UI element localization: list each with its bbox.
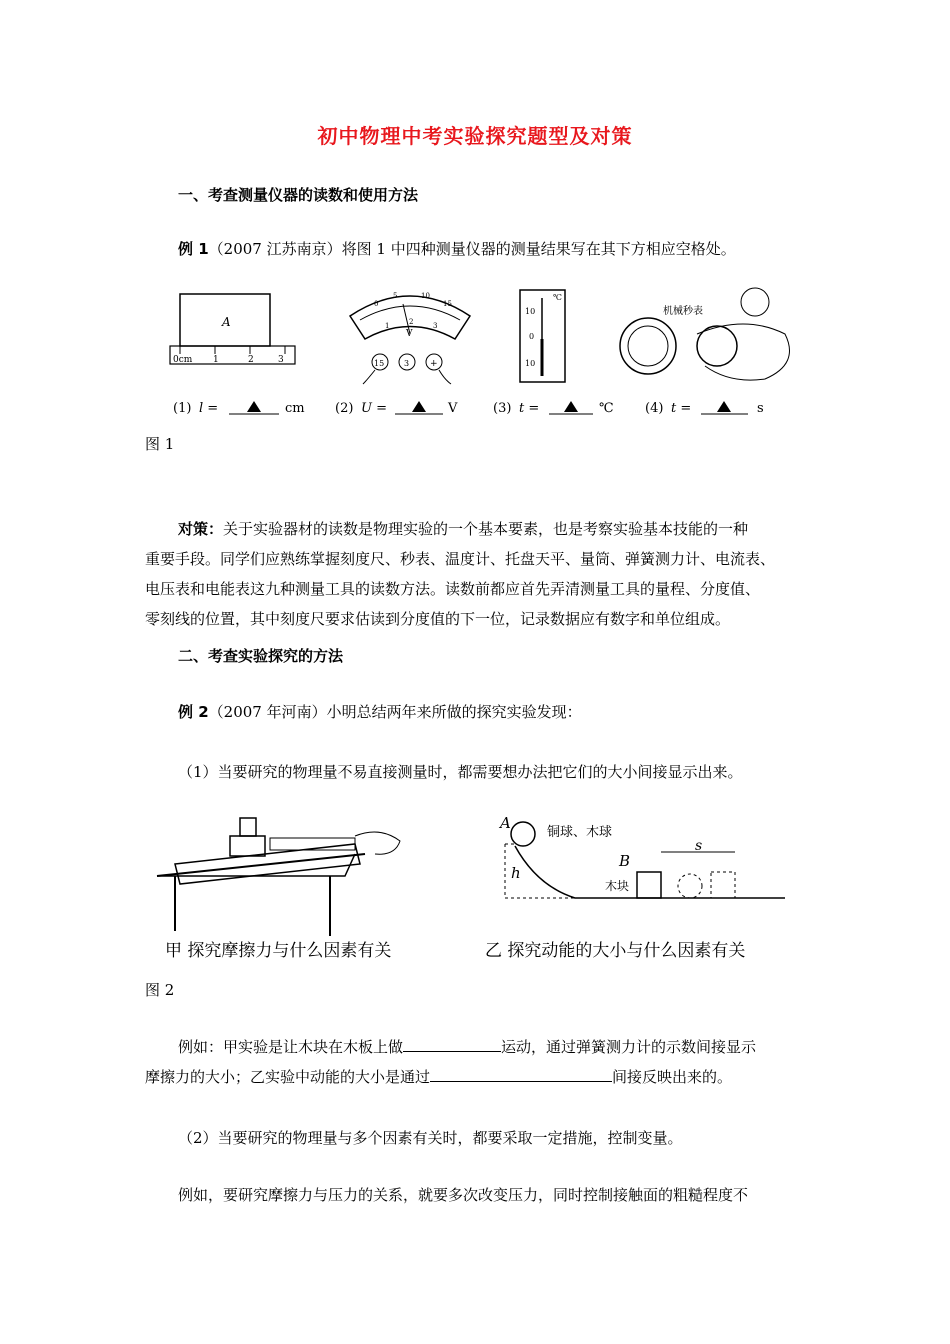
blank-kinetic-indicator[interactable] <box>430 1065 612 1082</box>
example2-text: （2007 年河南）小明总结两年来所做的探究实验发现： <box>208 703 582 721</box>
block-note: 木块 <box>605 879 630 893</box>
ruler-tick-1: 1 <box>213 355 219 365</box>
ball-note: 铜球、木球 <box>547 825 613 840</box>
ruler-tick-2: 2 <box>248 355 254 365</box>
strategy-label: 对策： <box>178 520 224 538</box>
figure1-answer-3 <box>493 401 614 416</box>
svg-text:℃: ℃ <box>599 401 614 416</box>
figure1 <box>145 284 805 420</box>
para-a-line1-pre: 例如：甲实验是让木块在木板上做 <box>178 1038 404 1056</box>
figure2-caption: 图 2 <box>145 981 175 999</box>
example2 <box>178 697 582 727</box>
para-a-line1-post: 运动，通过弹簧测力计的示数间接显示 <box>501 1038 757 1056</box>
figure1-answer-2 <box>335 401 458 416</box>
figure2-caption-left: 甲 探究摩擦力与什么因素有关 <box>165 941 392 961</box>
thermometer-unit: ℃ <box>553 293 562 302</box>
voltmeter-terminal-15: 15 <box>374 359 385 368</box>
height-label: h <box>511 864 521 882</box>
example2-label: 例 2 <box>178 703 209 721</box>
ruler-figure <box>170 294 295 365</box>
section2-heading: 二、考查实验探究的方法 <box>178 647 344 665</box>
friction-experiment <box>157 818 400 936</box>
svg-text:t =: t = <box>671 401 692 416</box>
figure2 <box>145 806 795 966</box>
figure1-answer-4 <box>645 401 764 416</box>
voltmeter-scale-5: 5 <box>393 292 398 300</box>
thermometer-tick-top: 10 <box>525 307 536 316</box>
svg-text:U =: U = <box>361 401 387 416</box>
block-label: B <box>619 852 631 870</box>
ruler-tick-3: 3 <box>278 355 284 365</box>
para-a-line2-pre: 摩擦力的大小；乙实验中动能的大小是通过 <box>145 1068 431 1086</box>
stopwatch-figure <box>620 288 790 380</box>
voltmeter-scale-1: 1 <box>385 322 390 330</box>
strategy-line-4: 零刻线的位置，其中刻度尺要求估读到分度值的下一位，记录数据应有数字和单位组成。 <box>145 610 731 628</box>
voltmeter-scale-0: 0 <box>374 300 379 308</box>
section2-item2: （2）当要研究的物理量与多个因素有关时，都要采取一定措施，控制变量。 <box>178 1129 683 1147</box>
voltmeter-scale-2: 2 <box>409 318 414 326</box>
ruler-block-label: A <box>222 315 231 329</box>
ball-label: A <box>500 814 511 832</box>
example1-text: （2007 江苏南京）将图 1 中四种测量仪器的测量结果写在其下方相应空格处。 <box>208 240 736 258</box>
svg-text:(2): (2) <box>335 401 354 416</box>
distance-label: s <box>695 838 703 854</box>
example-paragraph-b: 例如，要研究摩擦力与压力的关系，就要多次改变压力，同时控制接触面的粗糙程度不 <box>178 1186 749 1204</box>
voltmeter-unit: V <box>406 329 413 339</box>
figure1-answer-1 <box>173 401 305 416</box>
strategy-line-2: 重要手段。同学们应熟练掌握刻度尺、秒表、温度计、托盘天平、量筒、弹簧测力计、电流表、 <box>145 550 776 568</box>
thermometer-figure <box>520 290 565 382</box>
svg-text:(3): (3) <box>493 401 512 416</box>
svg-text:t =: t = <box>519 401 540 416</box>
svg-text:l =: l = <box>199 401 219 416</box>
example1-label: 例 1 <box>178 240 209 258</box>
section2-item1: （1）当要研究的物理量不易直接测量时，都需要想办法把它们的大小间接显示出来。 <box>178 763 743 781</box>
ruler-tick-0: 0cm <box>173 355 193 365</box>
blank-motion-type[interactable] <box>403 1035 501 1052</box>
section1-heading: 一、考查测量仪器的读数和使用方法 <box>178 186 419 204</box>
strategy-line-1: 关于实验器材的读数是物理实验的一个基本要素，也是考察实验基本技能的一种 <box>223 520 749 538</box>
thermometer-tick-mid: 0 <box>529 332 535 341</box>
strategy-line-3: 电压表和电能表这九种测量工具的读数方法。读数前都应首先弄清测量工具的量程、分度值、 <box>145 580 761 598</box>
page-title: 初中物理中考实验探究题型及对策 <box>317 124 633 148</box>
thermometer-tick-bottom: 10 <box>525 359 536 368</box>
stopwatch-label: 机械秒表 <box>663 306 703 317</box>
svg-text:s: s <box>757 401 764 416</box>
figure1-caption: 图 1 <box>145 435 175 453</box>
figure2-caption-right: 乙 探究动能的大小与什么因素有关 <box>485 941 746 961</box>
svg-text:(4): (4) <box>645 401 664 416</box>
voltmeter-scale-3: 3 <box>433 322 438 330</box>
voltmeter-terminal-3: 3 <box>404 359 410 368</box>
para-a-line2-post: 间接反映出来的。 <box>612 1068 733 1086</box>
svg-text:(1): (1) <box>173 401 192 416</box>
voltmeter-scale-15: 15 <box>443 300 452 308</box>
example1 <box>178 234 736 264</box>
example-paragraph-a <box>145 1032 825 1092</box>
kinetic-energy-experiment <box>498 814 785 898</box>
voltmeter-figure <box>350 292 470 384</box>
voltmeter-scale-10: 10 <box>421 292 430 300</box>
strategy-paragraph <box>145 514 825 634</box>
svg-text:V: V <box>448 401 458 416</box>
voltmeter-terminal-plus: + <box>430 359 438 369</box>
svg-text:cm: cm <box>285 401 305 416</box>
